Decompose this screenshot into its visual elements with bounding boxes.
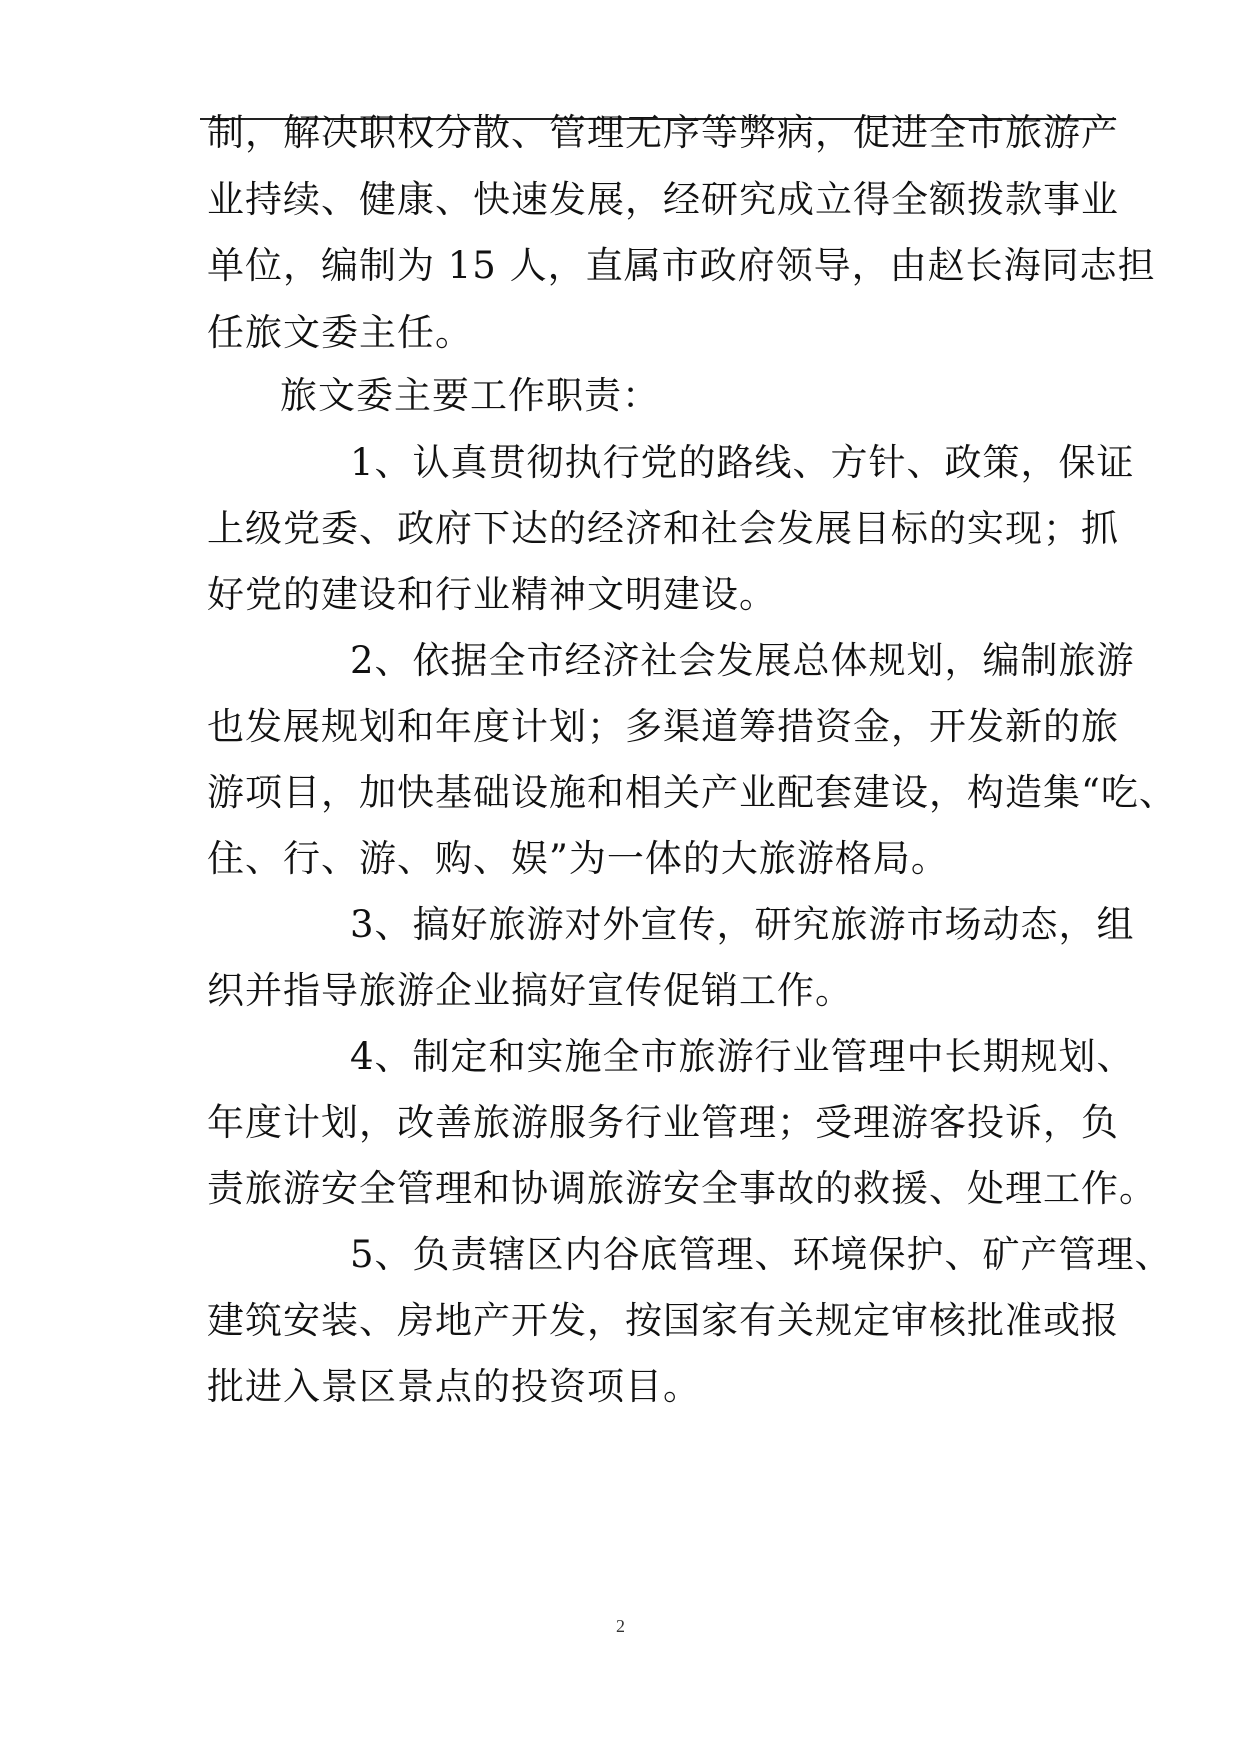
- body-line: 任旅文委主任。: [207, 311, 473, 354]
- page-number: 2: [616, 1616, 625, 1636]
- body-line: 也发展规划和年度计划；多渠道筹措资金，开发新的旅: [207, 705, 1119, 748]
- body-line: 建筑安装、房地产开发，按国家有关规定审核批准或报: [207, 1299, 1119, 1342]
- list-item-3-line: 3、搞好旅游对外宣传，研究旅游市场动态，组: [350, 903, 1135, 946]
- list-item-4-line: 4、制定和实施全市旅游行业管理中长期规划、: [350, 1035, 1135, 1078]
- body-line: 制，解决职权分散、管理无序等弊病，促进全市旅游产: [207, 111, 1119, 154]
- body-line: 业持续、健康、快速发展，经研究成立得全额拨款事业: [207, 178, 1119, 221]
- section-heading: 旅文委主要工作职责：: [280, 374, 660, 417]
- body-line: 年度计划，改善旅游服务行业管理；受理游客投诉，负: [207, 1101, 1119, 1144]
- body-line: 批进入景区景点的投资项目。: [207, 1365, 701, 1408]
- body-line: 上级党委、政府下达的经济和社会发展目标的实现；抓: [207, 507, 1119, 550]
- body-line: 单位，编制为 15 人，直属市政府领导，由赵长海同志担: [207, 244, 1156, 287]
- list-item-1-line: 1、认真贯彻执行党的路线、方针、政策，保证: [350, 441, 1135, 484]
- body-line: 好党的建设和行业精神文明建设。: [207, 573, 777, 616]
- body-line: 织并指导旅游企业搞好宣传促销工作。: [207, 969, 853, 1012]
- body-line: 责旅游安全管理和协调旅游安全事故的救援、处理工作。: [207, 1167, 1157, 1210]
- list-item-2-line: 2、依据全市经济社会发展总体规划，编制旅游: [350, 639, 1135, 682]
- list-item-5-line: 5、负责辖区内谷底管理、环境保护、矿产管理、: [350, 1233, 1173, 1276]
- body-line: 住、行、游、购、娱”为一体的大旅游格局。: [207, 837, 949, 880]
- body-line: 游项目，加快基础设施和相关产业配套建设，构造集“吃、: [207, 771, 1177, 814]
